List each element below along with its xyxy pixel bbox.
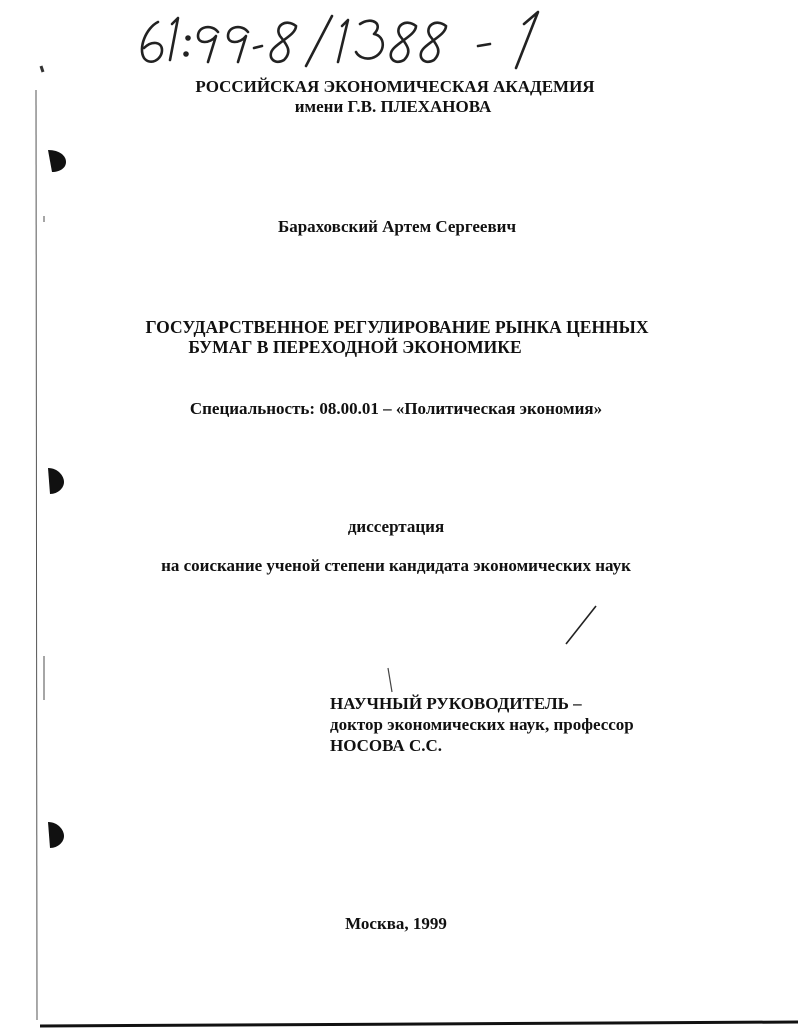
- dissertation-title-line-2: БУМАГ В ПЕРЕХОДНОЙ ЭКОНОМИКЕ: [188, 337, 522, 357]
- dissertation-title-line-1: ГОСУДАРСТВЕННОЕ РЕГУЛИРОВАНИЕ РЫНКА ЦЕННЫХ: [145, 317, 649, 337]
- advisor-name: НОСОВА С.С.: [330, 736, 443, 755]
- institution-named-after: имени Г.В. ПЛЕХАНОВА: [294, 97, 492, 116]
- author-name: Бараховский Артем Сергеевич: [277, 217, 517, 236]
- advisor-heading: НАУЧНЫЙ РУКОВОДИТЕЛЬ –: [330, 694, 582, 713]
- degree-line: на соискание ученой степени кандидата экономических наук: [161, 556, 631, 575]
- handwritten-archive-code: [128, 4, 598, 72]
- advisor-credentials: доктор экономических наук, профессор: [330, 715, 634, 734]
- advisor-block: [330, 693, 634, 756]
- work-type: диссертация: [347, 517, 445, 536]
- binding-hole-mark-3: [48, 822, 64, 848]
- binding-hole-mark-2: [48, 468, 64, 494]
- institution-name: РОССИЙСКАЯ ЭКОНОМИЧЕСКАЯ АКАДЕМИЯ: [195, 77, 595, 96]
- bottom-edge-line: [40, 1022, 798, 1026]
- binding-hole-mark-1: [48, 150, 66, 172]
- pen-stroke: [566, 606, 596, 644]
- specialty-line: Специальность: 08.00.01 – «Политическая экономия»: [189, 399, 603, 418]
- margin-tick: [41, 66, 43, 72]
- pen-tick: [388, 668, 392, 692]
- place-and-year: Москва, 1999: [345, 914, 447, 933]
